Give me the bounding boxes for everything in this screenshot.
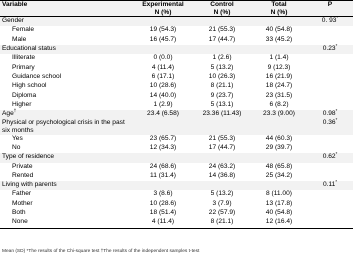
table-row: [0, 190, 353, 199]
total-value: 9 (12.3): [267, 63, 291, 71]
table-row: [0, 144, 353, 153]
total-value: 8 (11.00): [266, 190, 292, 198]
experimental-value: 1 (2.9): [153, 100, 173, 108]
total-value: 40 (54.8): [265, 26, 293, 34]
experimental-value: [133, 119, 193, 134]
table-row: [0, 26, 353, 35]
control-value: [193, 181, 251, 190]
total-value: [251, 153, 307, 162]
table-row: [0, 92, 353, 101]
experimental-value: 23 (65.7): [149, 134, 177, 142]
total-value: 6 (8.2): [269, 100, 289, 108]
category-label: Illiterate: [12, 54, 36, 62]
category-label: Higher: [12, 100, 32, 108]
experimental-value: 10 (28.6): [149, 82, 177, 90]
control-value: 21 (55.3): [208, 134, 236, 142]
total-value: 40 (54.8): [265, 209, 293, 217]
section-label: Age†: [0, 110, 133, 119]
experimental-value: 0 (0.0): [153, 54, 173, 62]
total-value: 16 (21.9): [265, 72, 293, 80]
p-value: [307, 26, 353, 35]
total-value: 1 (1.4): [269, 54, 289, 62]
p-value: [307, 54, 353, 63]
table-row: [0, 209, 353, 218]
total-value: 25 (34.2): [265, 171, 293, 179]
header-experimental: Experimental N (%): [133, 1, 193, 17]
total-value: 18 (24.7): [265, 82, 293, 90]
experimental-value: [133, 153, 193, 162]
p-value: 0.23*: [307, 45, 353, 54]
control-value: 1 (2.6): [212, 54, 232, 62]
category-label: Female: [12, 26, 34, 34]
control-value: 5 (13.2): [210, 63, 234, 71]
table-row: [0, 135, 353, 144]
section-row: [0, 181, 353, 190]
experimental-value: 16 (45.7): [149, 35, 177, 43]
control-value: 5 (13.1): [210, 100, 234, 108]
p-value: [307, 36, 353, 45]
category-label: Both: [12, 209, 26, 217]
table-row: [0, 172, 353, 181]
experimental-value: 6 (17.1): [151, 72, 175, 80]
control-value: 10 (26.3): [208, 72, 236, 80]
category-label: Rented: [12, 171, 34, 179]
experimental-value: 24 (68.6): [149, 162, 177, 170]
control-value: 17 (44.7): [208, 143, 236, 151]
table-row: [0, 54, 353, 63]
experimental-value: 19 (54.3): [149, 26, 177, 34]
p-value: 0.98*: [307, 110, 353, 119]
total-value: [251, 17, 307, 27]
p-value: [307, 200, 353, 209]
category-label: Male: [12, 35, 27, 43]
header-control: Control N (%): [193, 1, 251, 17]
experimental-value: 4 (11.4): [151, 63, 175, 71]
p-value: [307, 135, 353, 144]
section-row: [0, 17, 353, 27]
p-value: [307, 209, 353, 218]
p-value: [307, 92, 353, 101]
experimental-value: 14 (40.0): [149, 91, 177, 99]
total-value: 48 (65.8): [265, 162, 293, 170]
header-variable: Variable: [0, 1, 133, 17]
control-value: 8 (21.1): [193, 218, 251, 228]
control-value: 5 (13.2): [210, 190, 234, 198]
control-value: 21 (55.3): [208, 26, 236, 34]
table-header-row: [0, 1, 353, 17]
p-value: [307, 101, 353, 110]
section-label: Educational status: [0, 45, 133, 54]
total-value: 33 (45.2): [265, 35, 293, 43]
table-row: [0, 73, 353, 82]
category-label: Mother: [12, 199, 33, 207]
p-value: [307, 172, 353, 181]
control-value: 23.36 (11.43): [193, 110, 251, 119]
section-label: Physical or psychological crisis in the past six months: [0, 119, 133, 134]
experimental-value: 10 (28.6): [149, 199, 177, 207]
table-row: [0, 64, 353, 73]
table-row: [0, 82, 353, 91]
table-body: [0, 17, 353, 228]
control-value: [193, 17, 251, 27]
control-value: 24 (63.2): [208, 162, 236, 170]
experimental-value: 3 (8.6): [153, 190, 173, 198]
section-label: Living with parents: [0, 181, 133, 190]
table-row: [0, 218, 353, 228]
table-row: [0, 200, 353, 209]
total-value: 13 (17.8): [265, 199, 293, 207]
total-value: [251, 119, 307, 134]
p-value: [307, 218, 353, 228]
p-value: [307, 64, 353, 73]
control-value: 8 (21.1): [210, 82, 234, 90]
p-value: [307, 190, 353, 199]
total-value: 23 (31.5): [265, 91, 293, 99]
control-value: 9 (23.7): [210, 91, 234, 99]
experimental-value: 12 (34.3): [149, 143, 177, 151]
header-total: Total N (%): [251, 1, 307, 17]
table-row: [0, 36, 353, 45]
p-value: [307, 82, 353, 91]
p-value: [307, 73, 353, 82]
section-row: [0, 45, 353, 54]
experimental-value: 11 (31.4): [150, 171, 176, 179]
p-value: [307, 144, 353, 153]
table-row: [0, 101, 353, 110]
table-footnote: Mean (SD) *The results of the Chi-square test †The results of the independent samples t-test: [2, 249, 200, 254]
control-value: 3 (7.9): [212, 199, 232, 207]
section-label: Gender: [0, 17, 133, 27]
section-row: [0, 110, 353, 119]
control-value: [193, 119, 251, 134]
p-value: 0. 93*: [307, 17, 353, 27]
total-value: 12 (16.4): [251, 218, 307, 228]
experimental-value: [133, 181, 193, 190]
p-value: 0.62*: [307, 153, 353, 162]
experimental-value: 18 (51.4): [149, 209, 177, 217]
experimental-value: 23.4 (6.58): [133, 110, 193, 119]
total-value: [251, 181, 307, 190]
experimental-value: [133, 17, 193, 27]
total-value: 44 (60.3): [265, 134, 293, 142]
category-label: High school: [12, 82, 47, 90]
experimental-value: [133, 45, 193, 54]
control-value: [193, 153, 251, 162]
control-value: 22 (57.9): [208, 209, 236, 217]
category-label: Guidance school: [12, 72, 62, 80]
total-value: 23.3 (9.00): [251, 110, 307, 119]
table-row: [0, 163, 353, 172]
p-value: [307, 163, 353, 172]
section-row: [0, 119, 353, 134]
experimental-value: 4 (11.4): [133, 218, 193, 228]
p-value: 0.11*: [307, 181, 353, 190]
header-p-value: P: [307, 1, 353, 17]
category-label: No: [12, 143, 21, 151]
control-value: 17 (44.7): [208, 35, 236, 43]
total-value: [251, 45, 307, 54]
category-label: None: [0, 218, 133, 228]
category-label: Father: [12, 190, 32, 198]
category-label: Private: [12, 162, 33, 170]
section-row: [0, 153, 353, 162]
category-label: Primary: [12, 63, 35, 71]
total-value: 29 (39.7): [265, 143, 293, 151]
category-label: Yes: [12, 134, 23, 142]
p-value: 0.36*: [307, 119, 353, 134]
category-label: Diploma: [12, 91, 37, 99]
control-value: [193, 45, 251, 54]
section-label: Type of residence: [0, 153, 133, 162]
control-value: 14 (36.8): [208, 171, 236, 179]
